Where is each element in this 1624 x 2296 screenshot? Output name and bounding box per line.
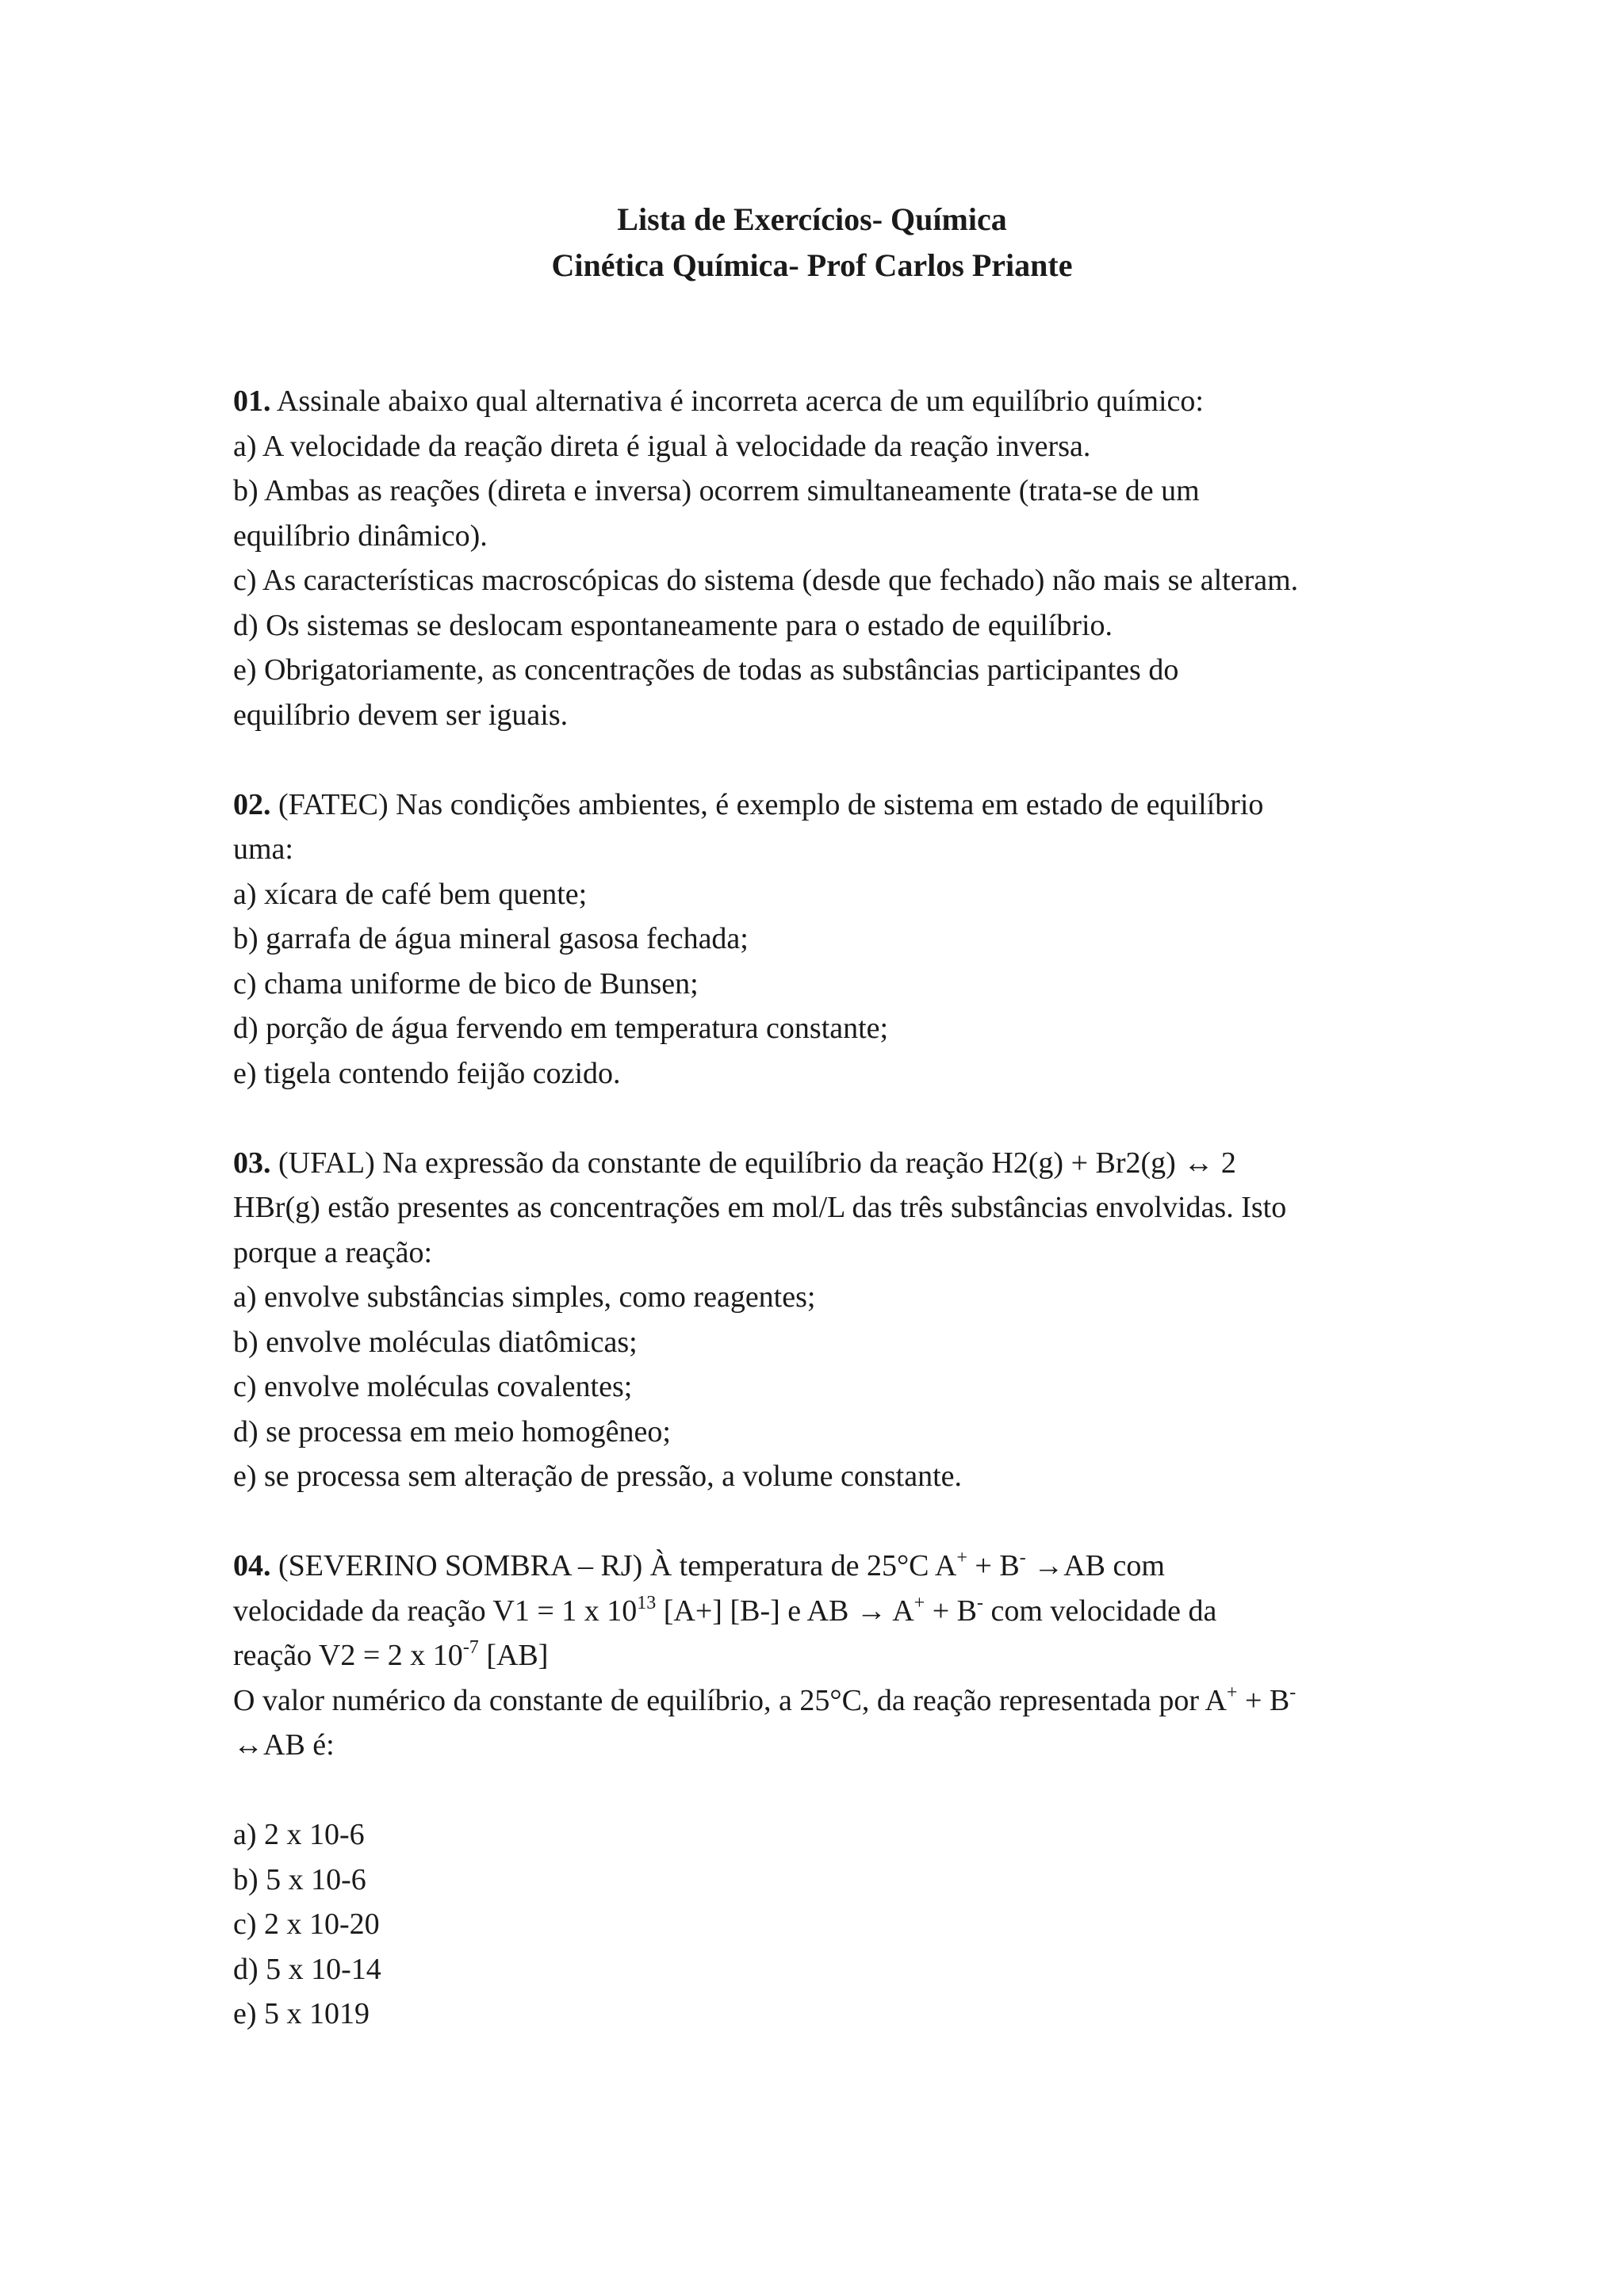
option-a: a) envolve substâncias simples, como reagentes; xyxy=(233,1280,816,1314)
option-d: d) se processa em meio homogêneo; xyxy=(233,1414,671,1448)
question-stem: 04. (SEVERINO SOMBRA – RJ) À temperatura de 25°C A+ + B- →AB com xyxy=(233,1548,1165,1582)
document-header xyxy=(0,197,1624,289)
spacer xyxy=(233,1768,1407,1813)
question-stem-continued: uma: xyxy=(233,832,293,866)
question-stem-continued: reação V2 = 2 x $10^{-7}$ [AB] xyxy=(233,1637,549,1672)
option-e-continued: equilíbrio devem ser iguais. xyxy=(233,698,569,732)
question-04 xyxy=(233,1544,1407,2037)
question-stem: 03. (UFAL) Na expressão da constante de equilíbrio da reação H2(g) + Br2(g) ↔ 2 xyxy=(233,1146,1236,1180)
option-e: e) 5 x 1019 xyxy=(233,1997,370,2030)
question-number: 01. xyxy=(233,385,271,418)
document-title: Lista de Exercícios- Química xyxy=(617,201,1007,237)
option-b: b) 5 x 10-6 xyxy=(233,1862,366,1896)
question-01 xyxy=(233,379,1407,737)
option-b: b) Ambas as reações (direta e inversa) ocorrem simultaneamente (trata-se de um xyxy=(233,474,1200,507)
option-a: a) 2 x 10-6 xyxy=(233,1818,365,1851)
question-stem-continued: ↔AB é: xyxy=(233,1728,335,1762)
document-subtitle: Cinética Química- Prof Carlos Priante xyxy=(551,247,1073,283)
option-d: d) Os sistemas se deslocam espontaneamente para o estado de equilíbrio. xyxy=(233,608,1113,642)
option-e: e) se processa sem alteração de pressão, a volume constante. xyxy=(233,1460,962,1493)
option-c: c) 2 x 10-20 xyxy=(233,1908,380,1941)
option-e: e) tigela contendo feijão cozido. xyxy=(233,1056,621,1090)
question-02 xyxy=(233,783,1407,1096)
question-stem-continued: HBr(g) estão presentes as concentrações em mol/L das três substâncias envolvidas. Isto xyxy=(233,1191,1287,1224)
option-b: b) envolve moléculas diatômicas; xyxy=(233,1325,638,1359)
question-stem: 01. Assinale abaixo qual alternativa é incorreta acerca de um equilíbrio químico: xyxy=(233,385,1204,418)
option-d: d) porção de água fervendo em temperatura constante; xyxy=(233,1012,889,1045)
question-stem-continued: porque a reação: xyxy=(233,1235,433,1269)
question-number: 04. xyxy=(233,1549,271,1582)
option-b-continued: equilíbrio dinâmico). xyxy=(233,519,488,553)
option-c: c) chama uniforme de bico de Bunsen; xyxy=(233,966,699,1001)
question-03 xyxy=(233,1141,1407,1499)
question-stem-continued: O valor numérico da constante de equilíbrio, a 25°C, da reação representada por A+ + B- xyxy=(233,1682,1297,1717)
option-c: c) As características macroscópicas do sistema (desde que fechado) não mais se alteram. xyxy=(233,564,1299,597)
option-e: e) Obrigatoriamente, as concentrações de todas as substâncias participantes do xyxy=(233,653,1179,687)
option-d: d) 5 x 10-14 xyxy=(233,1952,381,1986)
option-a: a) xícara de café bem quente; xyxy=(233,877,588,911)
option-a: a) A velocidade da reação direta é igual à velocidade da reação inversa. xyxy=(233,429,1091,463)
option-c: c) envolve moléculas covalentes; xyxy=(233,1370,633,1403)
question-number: 02. xyxy=(233,787,271,821)
option-b: b) garrafa de água mineral gasosa fechada; xyxy=(233,922,749,955)
question-stem: 02. (FATEC) Nas condições ambientes, é exemplo de sistema em estado de equilíbrio xyxy=(233,787,1264,821)
question-stem-continued: velocidade da reação V1 = 1 x $10^{13}$ [A+] [B-] e AB → A+ + B- com velocidade da xyxy=(233,1592,1217,1628)
question-number: 03. xyxy=(233,1146,271,1180)
exercise-list xyxy=(233,379,1407,2037)
